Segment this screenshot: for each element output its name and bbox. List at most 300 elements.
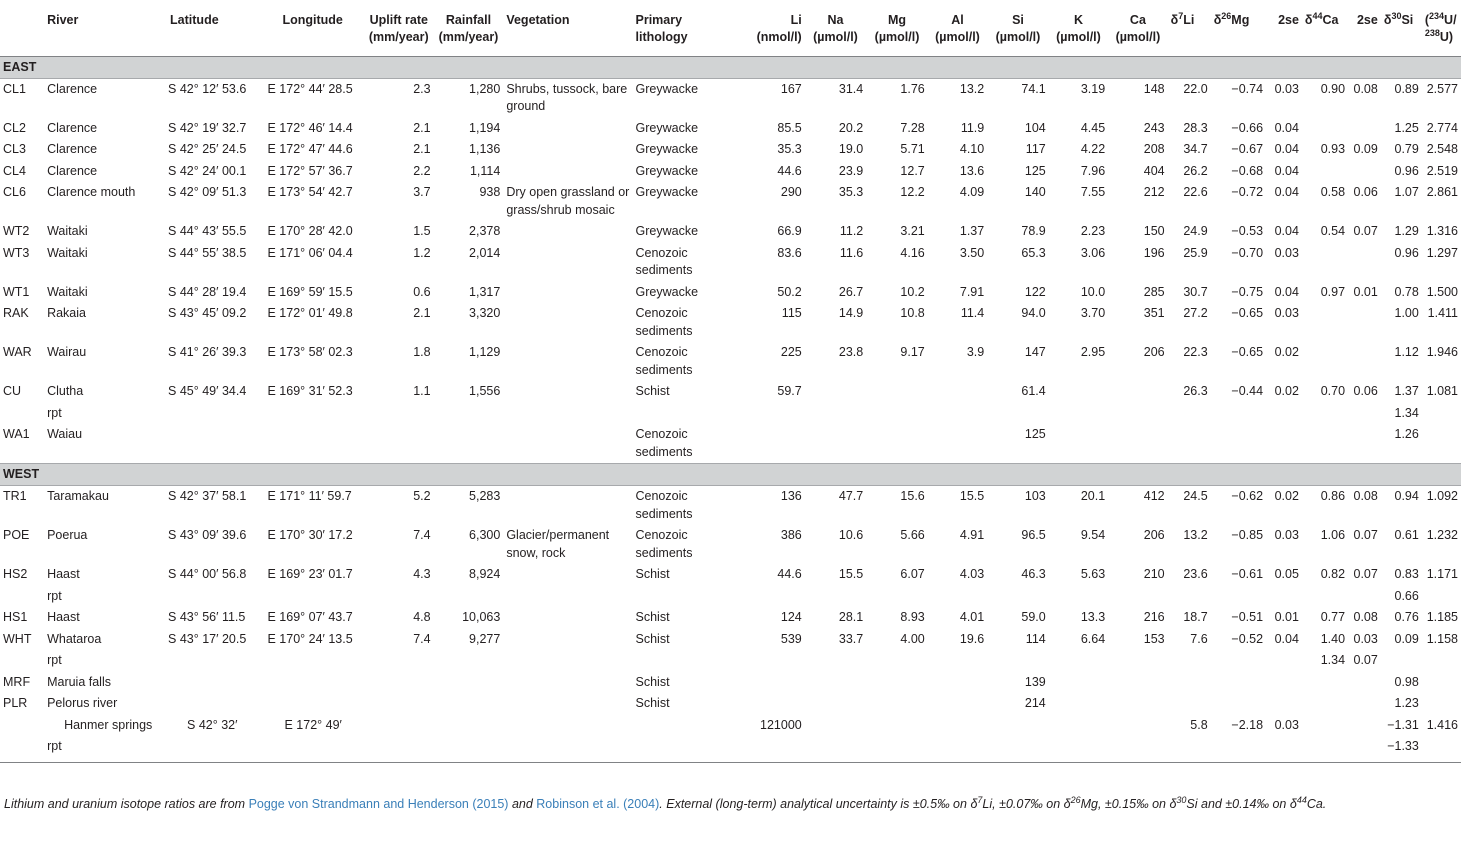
cell-longitude: E 172° 57′ 36.7 [267, 163, 353, 178]
cell-2se-ca [1348, 118, 1381, 140]
cell-river: rpt [47, 588, 62, 603]
cell-2se-mg: 0.03 [1274, 306, 1299, 320]
cell-2se-mg [1266, 736, 1302, 762]
cell-d26mg [1211, 672, 1266, 694]
table-row [0, 139, 1461, 161]
cell-sample-id: CU [3, 384, 22, 398]
cell-si: 117 [1025, 142, 1046, 156]
cell-latitude [165, 693, 264, 715]
cell-k [1049, 693, 1108, 715]
cell-al [928, 736, 987, 762]
cell-u-ratio: 2.519 [1426, 163, 1458, 178]
col-uplift: Uplift rate (mm/year) [364, 0, 434, 56]
cell-si: 74.1 [1021, 81, 1046, 96]
cell-mg [866, 715, 928, 737]
cell-latitude: S 45° 49′ 34.4 [168, 384, 247, 398]
cell-vegetation [503, 607, 632, 629]
cell-li [741, 403, 805, 425]
cell-d44ca [1302, 586, 1348, 608]
table-row [0, 736, 1461, 762]
cell-li [741, 650, 805, 672]
cell-latitude: S 44° 43′ 55.5 [168, 224, 247, 238]
cell-d44ca [1302, 342, 1348, 381]
cell-al: 1.37 [959, 224, 985, 238]
cell-longitude: E 169° 07′ 43.7 [267, 610, 353, 624]
cell-d44ca [1302, 424, 1348, 464]
cell-lithology [633, 650, 742, 672]
cell-d7li [1168, 693, 1211, 715]
cell-latitude: S 42° 24′ 00.1 [168, 163, 247, 178]
cell-al: 13.6 [959, 163, 985, 178]
cell-u-ratio: 1.081 [1426, 384, 1458, 398]
cell-d26mg: −0.68 [1231, 163, 1264, 178]
cell-rainfall: 1,556 [469, 384, 501, 398]
cell-latitude: S 42° 37′ 58.1 [168, 489, 247, 503]
cell-k [1049, 715, 1108, 737]
cell-lithology: Greywacke [635, 142, 699, 156]
cell-na: 11.2 [839, 224, 864, 238]
cell-river: Pelorus river [47, 696, 118, 710]
cell-d26mg: −0.61 [1231, 567, 1264, 581]
cell-k: 4.45 [1080, 120, 1106, 135]
cell-si: 65.3 [1021, 245, 1046, 260]
cell-li: 85.5 [777, 120, 802, 135]
cell-2se-mg [1266, 586, 1302, 608]
cell-2se-mg: 0.02 [1274, 345, 1299, 359]
cell-d44ca: 0.58 [1320, 185, 1346, 199]
cell-2se-ca: 0.07 [1353, 224, 1378, 238]
cell-d7li: 30.7 [1183, 284, 1208, 299]
cell-d30si: 0.66 [1394, 588, 1419, 603]
cell-na: 20.2 [838, 120, 864, 135]
cell-rainfall [434, 693, 504, 715]
col-li: Li (nmol/l) [741, 0, 805, 56]
cell-ca: 153 [1143, 631, 1165, 646]
table-row [0, 564, 1461, 586]
cell-latitude [165, 586, 264, 608]
cell-li: 50.2 [777, 284, 802, 299]
cell-rainfall: 1,136 [469, 142, 501, 156]
cell-si: 61.4 [1021, 384, 1046, 398]
cell-si: 94.0 [1021, 306, 1046, 320]
col-lithology: Primary lithology [633, 0, 742, 56]
cell-ca [1108, 736, 1167, 762]
cell-longitude: E 171° 06′ 04.4 [267, 245, 353, 260]
cell-uplift: 1.8 [413, 345, 431, 359]
cell-latitude: S 43° 17′ 20.5 [168, 631, 247, 646]
cell-2se-mg: 0.01 [1274, 610, 1299, 624]
cell-mg: 5.71 [900, 142, 925, 156]
cell-rainfall: 1,194 [469, 120, 501, 135]
cell-al: 15.5 [959, 489, 985, 503]
cell-uplift: 2.3 [413, 81, 431, 96]
cell-d30si: 0.89 [1394, 81, 1419, 96]
cell-d7li [1168, 672, 1211, 694]
cell-ca [1108, 693, 1167, 715]
table-row [0, 486, 1461, 526]
col-2se-ca: 2se [1348, 0, 1381, 56]
cell-longitude [264, 693, 363, 715]
cell-rainfall: 10,063 [462, 610, 501, 624]
cell-u-ratio: 1.316 [1426, 224, 1458, 238]
cell-d26mg [1211, 736, 1266, 762]
cell-na: 23.8 [838, 345, 864, 359]
cell-al [928, 381, 987, 403]
cell-mg [866, 381, 928, 403]
table-row [0, 221, 1461, 243]
cell-d26mg: −2.18 [1231, 717, 1264, 732]
cell-d7li: 22.6 [1183, 185, 1208, 199]
cell-na: 10.6 [838, 528, 864, 542]
col-longitude: Longitude [264, 0, 363, 56]
table-row [0, 381, 1461, 403]
cell-rainfall [434, 672, 504, 694]
cell-u-ratio [1422, 650, 1461, 672]
cell-lithology [633, 403, 742, 425]
cell-vegetation [503, 629, 632, 651]
cell-ca: 208 [1143, 142, 1165, 156]
cell-k [1049, 650, 1108, 672]
cell-d26mg [1211, 403, 1266, 425]
cell-2se-ca [1348, 161, 1381, 183]
cell-al [928, 672, 987, 694]
cell-k: 10.0 [1080, 284, 1106, 299]
cell-2se-ca [1348, 243, 1381, 282]
cell-lithology [633, 736, 742, 762]
cell-na: 15.5 [838, 567, 864, 581]
cell-u-ratio: 2.774 [1426, 120, 1458, 135]
cell-longitude [264, 672, 363, 694]
cell-u-ratio [1422, 693, 1461, 715]
cell-d7li: 18.7 [1183, 610, 1208, 624]
cell-d30si: 1.23 [1394, 696, 1419, 710]
cell-mg: 12.2 [900, 185, 925, 199]
cell-rainfall [434, 736, 504, 762]
cell-2se-ca [1348, 342, 1381, 381]
cell-lithology: Schist [635, 384, 670, 398]
cell-sample-id: MRF [3, 674, 31, 689]
cell-d30si: 0.09 [1394, 631, 1419, 646]
table-row [0, 629, 1461, 651]
cell-longitude: E 169° 23′ 01.7 [267, 567, 353, 581]
cell-2se-ca: 0.08 [1353, 610, 1378, 624]
citation-link[interactable]: Pogge von Strandmann and Henderson (2015) [248, 797, 509, 811]
cell-k: 2.95 [1080, 345, 1106, 359]
cell-uplift [364, 586, 434, 608]
cell-latitude: S 42° 19′ 32.7 [168, 120, 247, 135]
cell-2se-ca [1348, 424, 1381, 464]
cell-na [805, 693, 867, 715]
cell-latitude: S 44° 00′ 56.8 [168, 567, 247, 581]
table-row [0, 78, 1461, 118]
cell-latitude: S 42° 09′ 51.3 [168, 185, 247, 199]
cell-river: Hanmer springs [64, 717, 153, 732]
cell-si: 104 [1024, 120, 1046, 135]
col-d30si: $\delta^{30}Si$ [1381, 0, 1422, 56]
cell-lithology: Greywacke [635, 120, 699, 135]
cell-2se-ca [1348, 303, 1381, 342]
cell-river: Waitaki [47, 245, 88, 260]
cell-ca: 210 [1143, 567, 1165, 581]
cell-latitude: S 42° 25′ 24.5 [168, 142, 247, 156]
cell-u-ratio: 1.092 [1426, 489, 1458, 503]
cell-al: 4.10 [959, 142, 985, 156]
cell-d30si: 0.76 [1394, 610, 1419, 624]
cell-d44ca: 0.90 [1320, 81, 1346, 96]
cell-rainfall: 1,114 [469, 163, 501, 178]
cell-2se-mg: 0.03 [1274, 81, 1299, 96]
cell-k [1049, 672, 1108, 694]
cell-mg [866, 424, 928, 464]
cell-k: 3.06 [1080, 245, 1106, 260]
cell-rainfall [434, 650, 504, 672]
cell-latitude: S 41° 26′ 39.3 [168, 345, 247, 359]
cell-longitude: E 172° 46′ 14.4 [267, 120, 353, 135]
cell-river: Clarence [47, 81, 98, 96]
cell-river: Waitaki [47, 284, 88, 299]
cell-latitude: S 42° 12′ 53.6 [168, 81, 247, 96]
cell-d30si: 1.12 [1394, 345, 1419, 359]
cell-sample-id: CL3 [3, 142, 26, 156]
cell-mg: 15.6 [900, 489, 925, 503]
cell-d7li: 27.2 [1183, 306, 1208, 320]
cell-latitude: S 43° 56′ 11.5 [168, 610, 246, 624]
table-row [0, 282, 1461, 304]
cell-sample-id [0, 586, 44, 608]
cell-2se-mg [1266, 424, 1302, 464]
cell-mg: 1.76 [900, 81, 925, 96]
cell-2se-ca: 0.03 [1353, 631, 1378, 646]
cell-al: 3.9 [966, 345, 985, 359]
cell-river: Clarence [47, 142, 98, 156]
cell-rainfall: 9,277 [469, 631, 501, 646]
cell-d44ca: 1.06 [1320, 528, 1346, 542]
cell-lithology: Cenozoic sediments [635, 489, 693, 521]
cell-d30si: 0.79 [1394, 142, 1419, 156]
col-k: K (µmol/l) [1049, 0, 1108, 56]
cell-d30si: 0.78 [1394, 284, 1419, 299]
cell-2se-mg: 0.03 [1274, 528, 1299, 542]
cell-na [805, 403, 867, 425]
cell-sample-id: WT3 [3, 245, 30, 260]
cell-d7li: 22.0 [1183, 81, 1208, 96]
cell-river: Clarence [47, 163, 98, 178]
cell-d7li [1168, 736, 1211, 762]
cell-d26mg: −0.85 [1231, 528, 1264, 542]
cell-na [805, 381, 867, 403]
cell-k: 9.54 [1080, 528, 1106, 542]
cell-mg [866, 736, 928, 762]
cell-li [741, 693, 805, 715]
cell-k [1049, 381, 1108, 403]
cell-na: 35.3 [838, 185, 864, 199]
cell-si: 78.9 [1021, 224, 1046, 238]
cell-mg: 8.93 [900, 610, 925, 624]
cell-al [928, 586, 987, 608]
cell-2se-ca: 0.06 [1353, 384, 1378, 398]
cell-longitude [264, 586, 363, 608]
cell-mg: 10.2 [900, 284, 925, 299]
cell-d44ca: 1.34 [1320, 653, 1346, 667]
cell-al: 3.50 [959, 245, 985, 260]
cell-uplift: 7.4 [413, 631, 431, 646]
cell-na: 28.1 [838, 610, 864, 624]
cell-uplift [364, 693, 434, 715]
cell-k: 2.23 [1080, 224, 1106, 238]
cell-d44ca: 0.82 [1320, 567, 1346, 581]
cell-river: Whataroa [47, 631, 102, 646]
cell-sample-id: WT1 [3, 284, 30, 299]
cell-al: 4.91 [959, 528, 985, 542]
cell-d30si [1381, 650, 1422, 672]
cell-rainfall: 3,320 [469, 306, 501, 320]
cell-mg [866, 672, 928, 694]
cell-d44ca [1302, 243, 1348, 282]
col-u-ratio: ($^{234}$U/ $^{238}$U) [1422, 0, 1461, 56]
cell-al [928, 715, 987, 737]
section-header-east: EAST [0, 56, 1461, 78]
cell-vegetation [503, 736, 632, 762]
cell-2se-ca [1348, 693, 1381, 715]
citation-link[interactable]: Robinson et al. (2004) [536, 797, 660, 811]
cell-d7li: 25.9 [1183, 245, 1208, 260]
section-header-west: WEST [0, 464, 1461, 486]
cell-d7li [1168, 650, 1211, 672]
cell-2se-ca: 0.07 [1353, 528, 1378, 542]
table-row [0, 342, 1461, 381]
cell-si: 103 [1024, 489, 1046, 503]
cell-ca: 206 [1143, 528, 1165, 542]
cell-ca: 216 [1143, 610, 1165, 624]
cell-lithology: Cenozoic sediments [635, 427, 693, 459]
cell-k: 13.3 [1080, 610, 1106, 624]
cell-d30si: 1.37 [1394, 384, 1419, 398]
cell-si: 125 [1024, 163, 1046, 178]
cell-al [928, 403, 987, 425]
cell-sample-id: CL1 [3, 81, 26, 96]
cell-rainfall: 5,283 [469, 489, 501, 503]
cell-al: 13.2 [959, 81, 985, 96]
cell-vegetation [503, 221, 632, 243]
cell-uplift: 5.2 [413, 489, 431, 503]
cell-river: Poerua [47, 528, 88, 542]
cell-rainfall: 1,129 [469, 345, 501, 359]
cell-si: 59.0 [1021, 610, 1046, 624]
cell-mg: 7.28 [900, 120, 925, 135]
cell-sample-id [0, 403, 44, 425]
cell-sample-id [0, 736, 44, 762]
cell-d26mg: −0.72 [1231, 185, 1264, 199]
cell-river: rpt [47, 653, 62, 667]
cell-vegetation [503, 715, 632, 737]
cell-vegetation [503, 564, 632, 586]
col-al: Al (µmol/l) [928, 0, 987, 56]
cell-ca: 206 [1143, 345, 1165, 359]
cell-li: 225 [780, 345, 802, 359]
cell-river: Clarence mouth [47, 185, 136, 199]
table-row [0, 525, 1461, 564]
cell-longitude [264, 403, 363, 425]
cell-2se-ca: 0.01 [1353, 284, 1378, 299]
cell-ca: 285 [1143, 284, 1165, 299]
cell-longitude: E 172° 47′ 44.6 [267, 142, 353, 156]
table-row [0, 118, 1461, 140]
cell-sample-id: TR1 [3, 489, 27, 503]
col-river: River [44, 0, 165, 56]
cell-d26mg: −0.75 [1231, 284, 1264, 299]
cell-d30si: 1.29 [1394, 224, 1419, 238]
cell-vegetation [503, 586, 632, 608]
cell-ca [1108, 424, 1167, 464]
cell-al: 4.09 [959, 185, 985, 199]
cell-uplift: 0.6 [413, 284, 431, 299]
cell-k: 6.64 [1080, 631, 1106, 646]
cell-si: 46.3 [1021, 567, 1046, 581]
cell-sample-id: WT2 [3, 224, 30, 238]
cell-li: 66.9 [777, 224, 802, 238]
cell-d30si: 1.26 [1394, 427, 1419, 441]
cell-d30si: 1.07 [1394, 185, 1419, 199]
cell-d7li: 22.3 [1183, 345, 1208, 359]
cell-rainfall: 8,924 [469, 567, 501, 581]
cell-latitude: S 44° 28′ 19.4 [168, 284, 247, 299]
cell-uplift: 2.1 [413, 142, 431, 156]
cell-rainfall [434, 586, 504, 608]
cell-d30si: 0.98 [1394, 674, 1419, 689]
cell-d44ca [1302, 118, 1348, 140]
cell-d30si: 1.00 [1394, 306, 1419, 320]
cell-li: 167 [780, 81, 802, 96]
cell-latitude: S 43° 45′ 09.2 [168, 306, 247, 320]
cell-ca: 196 [1143, 245, 1165, 260]
cell-na: 33.7 [838, 631, 864, 646]
cell-u-ratio: 2.548 [1426, 142, 1458, 156]
cell-d44ca [1302, 693, 1348, 715]
cell-river: Wairau [47, 345, 87, 359]
cell-uplift [364, 736, 434, 762]
cell-d44ca [1302, 736, 1348, 762]
cell-k [1049, 424, 1108, 464]
cell-d30si: 0.83 [1394, 567, 1419, 581]
cell-mg: 9.17 [900, 345, 925, 359]
cell-na: 26.7 [838, 284, 864, 299]
cell-li: 83.6 [777, 245, 802, 260]
cell-al [928, 693, 987, 715]
cell-2se-ca: 0.07 [1353, 567, 1378, 581]
cell-d7li: 5.8 [1190, 717, 1208, 732]
cell-rainfall [434, 403, 504, 425]
cell-mg: 12.7 [900, 163, 925, 178]
cell-d44ca: 1.40 [1320, 631, 1346, 646]
cell-li: 59.7 [777, 384, 802, 398]
cell-sample-id [0, 650, 44, 672]
cell-lithology: Schist [635, 674, 670, 689]
cell-d7li: 26.3 [1183, 384, 1208, 398]
cell-si: 140 [1024, 185, 1046, 199]
cell-lithology: Cenozoic sediments [635, 345, 693, 377]
cell-d26mg [1211, 693, 1266, 715]
cell-lithology: Schist [635, 610, 670, 624]
cell-si [987, 403, 1049, 425]
cell-u-ratio [1422, 672, 1461, 694]
cell-li: 124 [780, 610, 802, 624]
cell-li: 386 [780, 528, 802, 542]
cell-u-ratio: 1.297 [1426, 245, 1458, 260]
cell-na: 23.9 [838, 163, 864, 178]
cell-li [741, 424, 805, 464]
cell-si [987, 586, 1049, 608]
cell-uplift: 1.2 [413, 245, 431, 260]
